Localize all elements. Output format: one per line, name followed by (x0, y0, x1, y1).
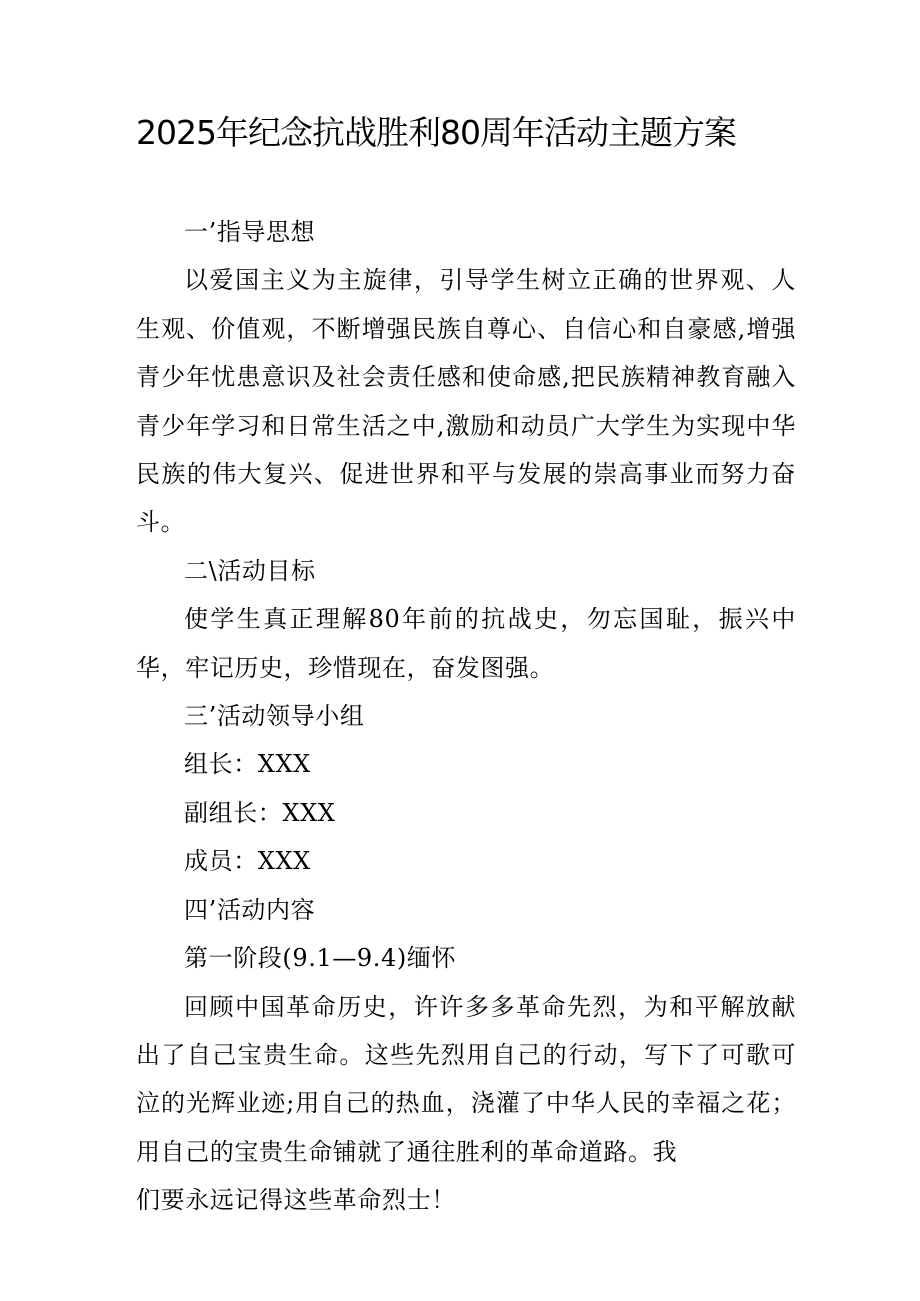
section-heading-guiding-thought: 一’指导思想 (184, 218, 316, 246)
stage-one-heading: 第一阶段(9.1—9.4)缅怀 (184, 944, 457, 973)
paragraph-stage-one-continuation: 们要永远记得这些革命烈士！ (136, 1186, 456, 1215)
section-heading-leadership-group: 三’活动领导小组 (184, 702, 365, 731)
section-heading-activity-goal: 二\活动目标 (184, 556, 316, 585)
leader-line: 组长：XXX (184, 750, 311, 779)
section-heading-activity-content: 四’活动内容 (184, 895, 316, 924)
paragraph-guiding-thought: 以爱国主义为主旋律，引导学生树立正确的世界观、人生观、价值观，不断增强民族自尊心、自信心和自豪感,增强青少年忧患意识及社会责任感和使命感,把民族精神教育融入青少年学习和日常生活之中,激励和动员广大学生为实现中华民族的伟大复兴、促进世界和平与发展的崇高事业而努力奋斗。 (136, 266, 796, 537)
members-line: 成员：XXX (184, 847, 311, 876)
document-body (136, 208, 796, 1225)
deputy-leader-line: 副组长：XXX (184, 798, 336, 827)
document-title: 2025年纪念抗战胜利80周年活动主题方案 (136, 113, 736, 152)
paragraph-activity-goal: 使学生真正理解80年前的抗战史，勿忘国耻，振兴中华，牢记历史，珍惜现在，奋发图强。 (136, 605, 796, 682)
paragraph-stage-one: 回顾中国革命历史，许许多多革命先烈，为和平解放献出了自己宝贵生命。这些先烈用自己的行动，写下了可歌可泣的光辉业迹;用自己的热血，浇灌了中华人民的幸福之花；用自己的宝贵生命铺就了通往胜利的革命道路。我 (136, 992, 796, 1166)
